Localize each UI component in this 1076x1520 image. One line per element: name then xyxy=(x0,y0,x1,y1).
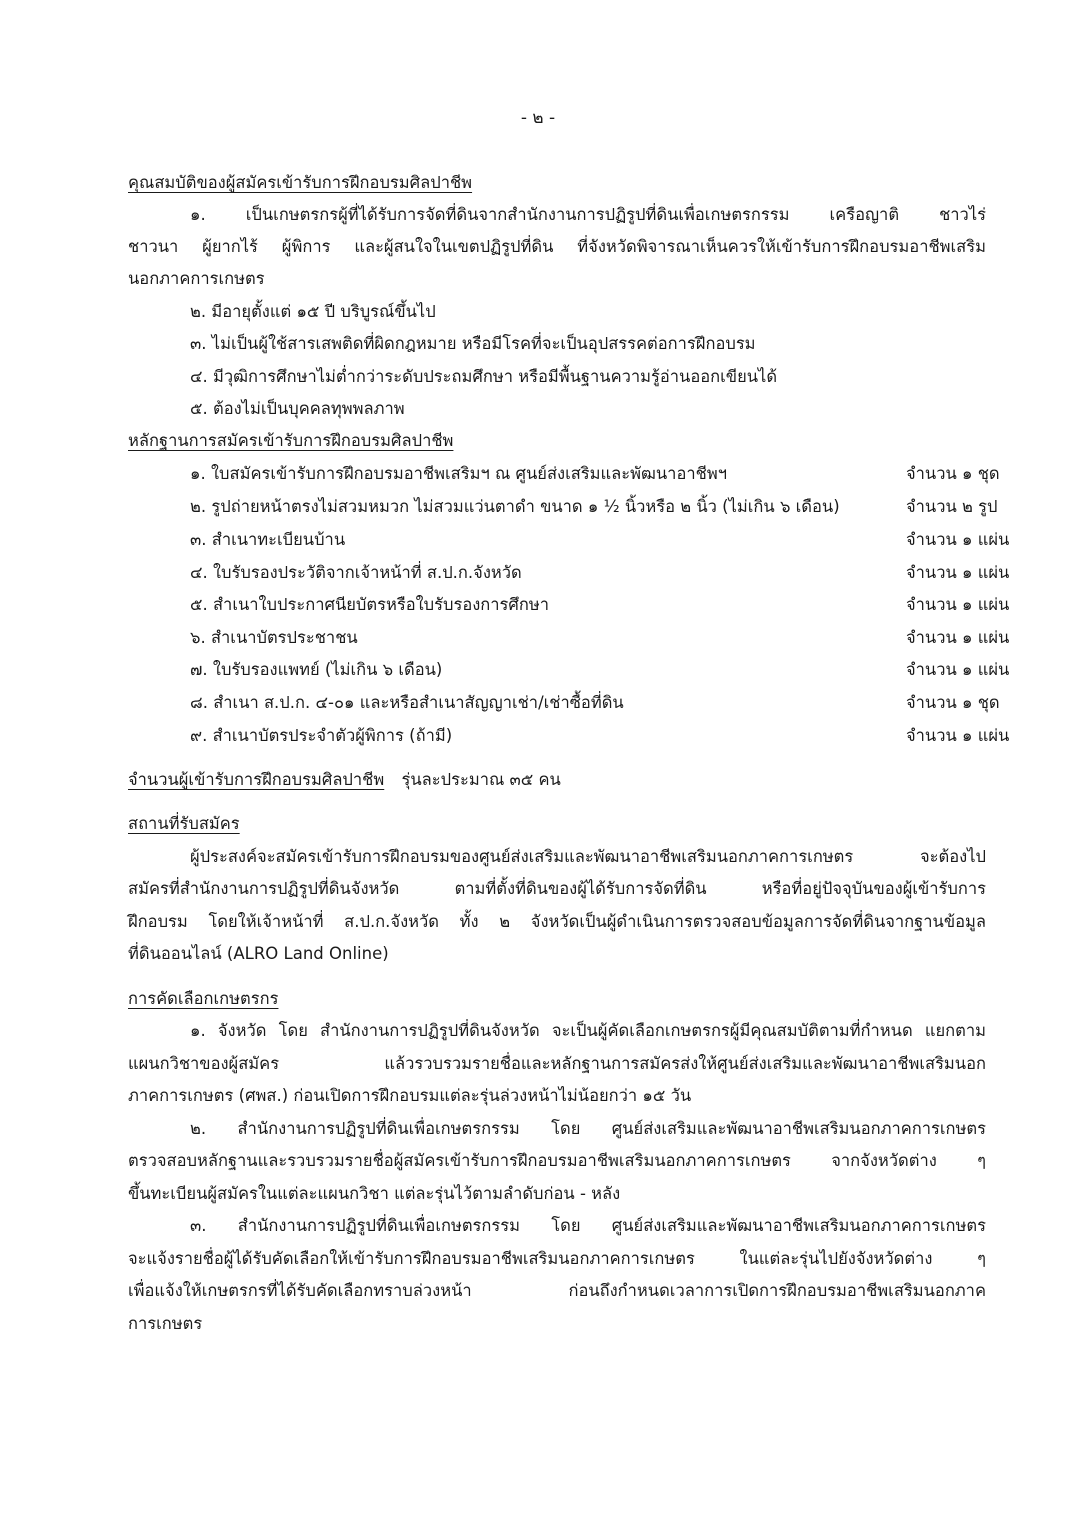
selection-p2-line-2: ตรวจสอบหลักฐานและรวบรวมรายชื่อผู้สมัครเข้ารับการฝึกอบรมอาชีพเสริมนอกภาคการเกษตร จากจังหวัดต่าง ๆ xyxy=(128,1151,986,1170)
document-item xyxy=(190,459,1024,489)
document-item xyxy=(190,525,1024,555)
qualification-item-5: ๕. ต้องไม่เป็นบุคคลทุพพลภาพ xyxy=(190,399,405,418)
document-item xyxy=(190,688,1024,718)
application-place-line-3: ฝึกอบรม โดยให้เจ้าหน้าที่ ส.ป.ก.จังหวัด ทั้ง ๒ จังหวัดเป็นผู้ดำเนินการตรวจสอบข้อมูลการจัดที่ดินจากฐานข้อมูล xyxy=(128,912,986,931)
selection-p3-line-3: เพื่อแจ้งให้เกษตรกรที่ได้รับคัดเลือกทราบล่วงหน้า ก่อนถึงกำหนดเวลาการเปิดการฝึกอบรมอาชีพเสริมนอกภาค xyxy=(128,1281,986,1300)
document-item-qty: จำนวน ๒ รูป xyxy=(906,497,998,516)
qualification-item-1-line-2: ชาวนา ผู้ยากไร้ ผู้พิการ และผู้สนใจในเขตปฏิรูปที่ดิน ที่จังหวัดพิจารณาเห็นควรให้เข้ารับการฝึกอบรมอาชีพเสริม xyxy=(128,237,986,256)
qualifications-heading: คุณสมบัติของผู้สมัครเข้ารับการฝึกอบรมศิลปาชีพ xyxy=(128,173,473,192)
participants-line xyxy=(128,765,986,795)
application-place-line-4: ที่ดินออนไลน์ (ALRO Land Online) xyxy=(128,944,389,963)
qualification-item-3: ๓. ไม่เป็นผู้ใช้สารเสพติดที่ผิดกฎหมาย หรือมีโรคที่จะเป็นอุปสรรคต่อการฝึกอบรม xyxy=(190,334,756,353)
document-item xyxy=(190,623,1024,653)
document-item-text: ๙. สำเนาบัตรประจำตัวผู้พิการ (ถ้ามี) xyxy=(190,726,453,745)
document-item-text: ๓. สำเนาทะเบียนบ้าน xyxy=(190,530,346,549)
selection-p1-line-2: แผนกวิชาของผู้สมัคร แล้วรวบรวมรายชื่อและหลักฐานการสมัครส่งให้ศูนย์ส่งเสริมและพัฒนาอาชีพเสริมนอก xyxy=(128,1054,986,1073)
selection-p2-line-1: ๒. สำนักงานการปฏิรูปที่ดินเพื่อเกษตรกรรม โดย ศูนย์ส่งเสริมและพัฒนาอาชีพเสริมนอกภาคการเกษตร xyxy=(190,1119,986,1138)
selection-p3-line-1: ๓. สำนักงานการปฏิรูปที่ดินเพื่อเกษตรกรรม โดย ศูนย์ส่งเสริมและพัฒนาอาชีพเสริมนอกภาคการเกษตร xyxy=(190,1216,986,1235)
document-item-text: ๘. สำเนา ส.ป.ก. ๔-๐๑ และหรือสำเนาสัญญาเช่า/เช่าซื้อที่ดิน xyxy=(190,693,624,712)
document-item-qty: จำนวน ๑ แผ่น xyxy=(906,726,1010,745)
document-item-text: ๑. ใบสมัครเข้ารับการฝึกอบรมอาชีพเสริมฯ ณ ศูนย์ส่งเสริมและพัฒนาอาชีพฯ xyxy=(190,464,727,483)
selection-p3-line-4: การเกษตร xyxy=(128,1314,203,1333)
document-item-qty: จำนวน ๑ แผ่น xyxy=(906,530,1010,549)
document-item xyxy=(190,655,1024,685)
participants-heading: จำนวนผู้เข้ารับการฝึกอบรมศิลปาชีพ xyxy=(128,770,385,789)
document-item xyxy=(190,558,1024,588)
qualification-item-1-line-3: นอกภาคการเกษตร xyxy=(128,269,265,288)
participants-value: รุ่นละประมาณ ๓๕ คน xyxy=(401,770,561,789)
selection-p1-line-3: ภาคการเกษตร (ศพส.) ก่อนเปิดการฝึกอบรมแต่ละรุ่นล่วงหน้าไม่น้อยกว่า ๑๕ วัน xyxy=(128,1086,692,1105)
application-place-line-2: สมัครที่สำนักงานการปฏิรูปที่ดินจังหวัด ตามที่ตั้งที่ดินของผู้ได้รับการจัดที่ดิน หรือที่อยู่ปัจจุบันของผู้เข้ารับการ xyxy=(128,879,986,898)
selection-p2-line-3: ขึ้นทะเบียนผู้สมัครในแต่ละแผนกวิชา แต่ละรุ่นไว้ตามลำดับก่อน - หลัง xyxy=(128,1184,621,1203)
document-item-text: ๒. รูปถ่ายหน้าตรงไม่สวมหมวก ไม่สวมแว่นตาดำ ขนาด ๑ ½ นิ้วหรือ ๒ นิ้ว (ไม่เกิน ๖ เดือน) xyxy=(190,497,840,516)
selection-p3-line-2: จะแจ้งรายชื่อผู้ได้รับคัดเลือกให้เข้ารับการฝึกอบรมอาชีพเสริมนอกภาคการเกษตร ในแต่ละรุ่นไปยังจังหวัดต่าง ๆ xyxy=(128,1249,986,1268)
page-number: - ๒ - xyxy=(520,108,556,128)
application-place-heading: สถานที่รับสมัคร xyxy=(128,814,240,833)
qualification-item-4: ๔. มีวุฒิการศึกษาไม่ต่ำกว่าระดับประถมศึกษา หรือมีพื้นฐานความรู้อ่านออกเขียนได้ xyxy=(190,367,778,386)
document-item-qty: จำนวน ๑ แผ่น xyxy=(906,628,1010,647)
qualification-item-1-line-1: ๑. เป็นเกษตรกรผู้ที่ได้รับการจัดที่ดินจากสำนักงานการปฏิรูปที่ดินเพื่อเกษตรกรรม เครือญาติ ชาวไร่ xyxy=(190,205,986,224)
selection-p1-line-1: ๑. จังหวัด โดย สำนักงานการปฏิรูปที่ดินจังหวัด จะเป็นผู้คัดเลือกเกษตรกรผู้มีคุณสมบัติตามที่กำหนด แยกตาม xyxy=(190,1021,986,1040)
document-item xyxy=(190,721,1024,751)
application-place-line-1: ผู้ประสงค์จะสมัครเข้ารับการฝึกอบรมของศูนย์ส่งเสริมและพัฒนาอาชีพเสริมนอกภาคการเกษตร จะต้องไป xyxy=(190,847,986,866)
document-item-text: ๖. สำเนาบัตรประชาชน xyxy=(190,628,358,647)
document-item xyxy=(190,590,1024,620)
documents-heading: หลักฐานการสมัครเข้ารับการฝึกอบรมศิลปาชีพ xyxy=(128,431,454,450)
document-item-qty: จำนวน ๑ แผ่น xyxy=(906,595,1010,614)
document-item-text: ๔. ใบรับรองประวัติจากเจ้าหน้าที่ ส.ป.ก.จังหวัด xyxy=(190,563,522,582)
document-item xyxy=(190,492,1024,522)
document-item-qty: จำนวน ๑ แผ่น xyxy=(906,660,1010,679)
document-item-qty: จำนวน ๑ แผ่น xyxy=(906,563,1010,582)
document-item-text: ๕. สำเนาใบประกาศนียบัตรหรือใบรับรองการศึกษา xyxy=(190,595,550,614)
qualification-item-2: ๒. มีอายุตั้งแต่ ๑๕ ปี บริบูรณ์ขึ้นไป xyxy=(190,302,436,321)
document-item-qty: จำนวน ๑ ชุด xyxy=(906,464,1000,483)
selection-heading: การคัดเลือกเกษตรกร xyxy=(128,989,279,1008)
document-item-qty: จำนวน ๑ ชุด xyxy=(906,693,1000,712)
document-item-text: ๗. ใบรับรองแพทย์ (ไม่เกิน ๖ เดือน) xyxy=(190,660,443,679)
